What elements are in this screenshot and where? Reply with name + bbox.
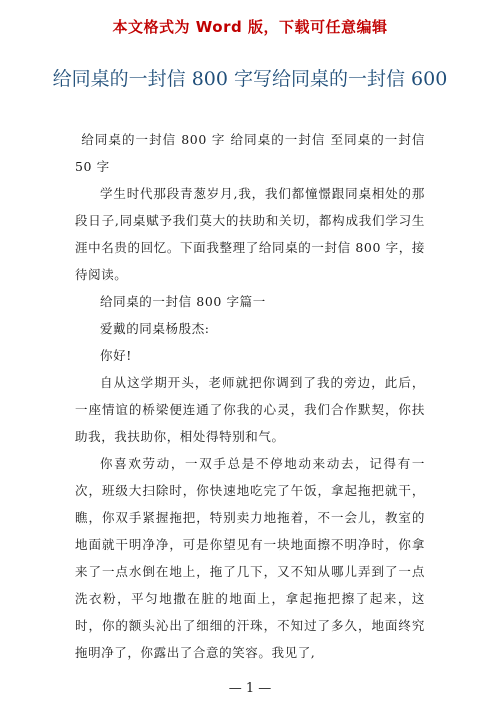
word-format-notice: 本文格式为 Word 版，下载可任意编辑 bbox=[112, 18, 388, 36]
document-title: 给同桌的一封信 800 字写给同桌的一封信 600 bbox=[52, 68, 448, 90]
page-number: — 1 — bbox=[228, 681, 272, 696]
letter-salutation: 爱戴的同桌杨殷杰: bbox=[100, 321, 210, 336]
intro-paragraph: 学生时代那段青葱岁月,我，我们都憧憬跟同桌相处的那段日子,同桌赋予我们莫大的扶助和关切，都构成我们学习生涯中名贵的回忆。下面我整理了给同桌的一封信 800 字，接待阅读。 bbox=[75, 186, 425, 282]
body-paragraph: 你喜欢劳动，一双手总是不停地动来动去，记得有一次，班级大扫除时，你快速地吃完了午饭，拿起拖把就干，瞧，你双手紧握拖把，特别卖力地拖着，不一会儿，教室的地面就干明净净，可是你望见有一块地面擦不明净时，你拿来了一点水倒在地上，拖了几下，又不知从哪儿弄到了一点洗衣粉，平匀地撒在脏的地面上，拿起拖把擦了起来，这时，你的额头沁出了细细的汗珠，不知过了多久，地面终究拖明净了，你露出了合意的笑容。我见了, bbox=[75, 456, 425, 660]
letter-greeting: 你好! bbox=[100, 348, 132, 363]
document-body bbox=[75, 126, 425, 666]
body-paragraph: 自从这学期开头，老师就把你调到了我的旁边，此后，一座情谊的桥梁便连通了你我的心灵，我们合作默契，你扶助我，我扶助你，相处得特别和气。 bbox=[75, 375, 425, 444]
section-heading: 给同桌的一封信 800 字篇一 bbox=[100, 294, 266, 309]
subtitle-line: 给同桌的一封信 800 字 给同桌的一封信 至同桌的一封信 50 字 bbox=[75, 132, 425, 174]
